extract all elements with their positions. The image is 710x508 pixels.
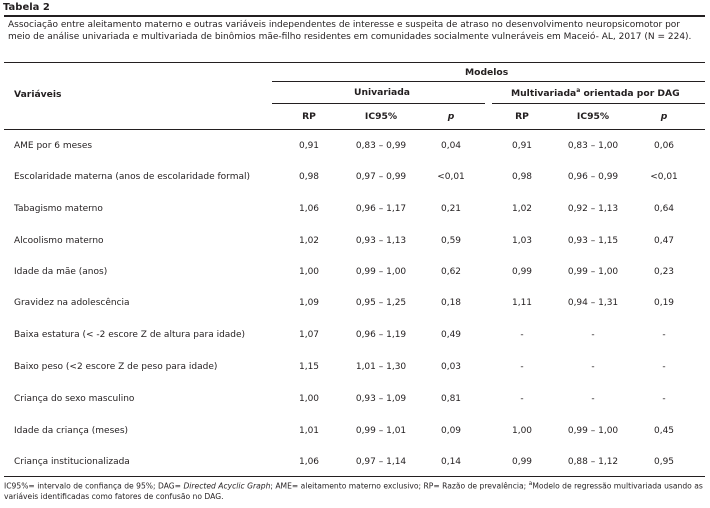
cell-multivariate-rp: - xyxy=(520,394,524,404)
cell-univariate-ic95: 0,95 – 1,25 xyxy=(355,298,407,308)
cell-variable: Escolaridade materna (anos de escolaridade formal) xyxy=(14,172,250,182)
cell-multivariate-ic95: 0,99 – 1,00 xyxy=(567,267,619,277)
cell-variable: AME por 6 meses xyxy=(14,141,93,151)
cell-multivariate-ic95: 0,83 – 1,00 xyxy=(567,141,619,151)
table-row xyxy=(0,426,710,440)
cell-multivariate-p: - xyxy=(662,394,666,404)
cell-variable: Idade da mãe (anos) xyxy=(14,267,108,277)
cell-multivariate-rp: 1,00 xyxy=(511,426,533,436)
table-row xyxy=(0,172,710,186)
cell-univariate-p: 0,81 xyxy=(440,394,462,404)
table-row xyxy=(0,267,710,281)
header-univariate: Univariada xyxy=(354,87,410,98)
header-u-p: p xyxy=(447,111,455,122)
cell-multivariate-p: 0,23 xyxy=(653,267,675,277)
cell-univariate-rp: 1,01 xyxy=(298,426,320,436)
header-multivariate: Multivariada$^a$ orientada por DAG xyxy=(511,87,680,100)
header-variables: Variáveis xyxy=(14,89,62,100)
cell-univariate-rp: 1,09 xyxy=(298,298,320,308)
header-m-rp: RP xyxy=(515,111,529,122)
header-rule xyxy=(4,129,705,130)
table-row xyxy=(0,236,710,250)
cell-multivariate-p: 0,45 xyxy=(653,426,675,436)
cell-multivariate-p: <0,01 xyxy=(650,172,678,182)
cell-univariate-rp: 0,98 xyxy=(298,172,320,182)
cell-multivariate-p: 0,47 xyxy=(653,236,675,246)
cell-univariate-rp: 1,06 xyxy=(298,204,320,214)
header-models: Modelos xyxy=(465,67,509,78)
cell-multivariate-ic95: 0,99 – 1,00 xyxy=(567,426,619,436)
table-row xyxy=(0,394,710,408)
cell-univariate-rp: 1,06 xyxy=(298,457,320,467)
cell-univariate-p: 0,59 xyxy=(440,236,462,246)
table-row xyxy=(0,362,710,376)
cell-multivariate-rp: - xyxy=(520,362,524,372)
table-row xyxy=(0,457,710,471)
top-rule xyxy=(4,15,705,17)
cell-univariate-ic95: 0,99 – 1,01 xyxy=(355,426,407,436)
bottom-rule xyxy=(4,476,705,477)
cell-multivariate-ic95: 0,92 – 1,13 xyxy=(567,204,619,214)
cell-univariate-p: 0,03 xyxy=(440,362,462,372)
cell-univariate-rp: 1,00 xyxy=(298,267,320,277)
cell-univariate-p: 0,14 xyxy=(440,457,462,467)
univariate-rule xyxy=(272,103,485,104)
cell-variable: Idade da criança (meses) xyxy=(14,426,129,436)
cell-multivariate-ic95: 0,96 – 0,99 xyxy=(567,172,619,182)
cell-univariate-p: 0,18 xyxy=(440,298,462,308)
cell-variable: Criança do sexo masculino xyxy=(14,394,135,404)
cell-multivariate-rp: 1,11 xyxy=(511,298,533,308)
cell-univariate-ic95: 0,93 – 1,09 xyxy=(355,394,407,404)
cell-multivariate-rp: 1,03 xyxy=(511,236,533,246)
cell-univariate-ic95: 0,97 – 0,99 xyxy=(355,172,407,182)
cell-multivariate-p: 0,95 xyxy=(653,457,675,467)
cell-univariate-rp: 1,07 xyxy=(298,330,320,340)
header-m-p: p xyxy=(660,111,668,122)
cell-multivariate-rp: 0,98 xyxy=(511,172,533,182)
cell-multivariate-p: - xyxy=(662,362,666,372)
cell-multivariate-ic95: - xyxy=(591,394,595,404)
cell-univariate-p: 0,09 xyxy=(440,426,462,436)
cell-multivariate-p: - xyxy=(662,330,666,340)
cell-univariate-p: 0,04 xyxy=(440,141,462,151)
cell-multivariate-ic95: - xyxy=(591,362,595,372)
cell-multivariate-p: 0,06 xyxy=(653,141,675,151)
cell-univariate-ic95: 0,97 – 1,14 xyxy=(355,457,407,467)
cell-univariate-p: 0,62 xyxy=(440,267,462,277)
cell-variable: Gravidez na adolescência xyxy=(14,298,130,308)
cell-multivariate-ic95: 0,93 – 1,15 xyxy=(567,236,619,246)
cell-multivariate-ic95: - xyxy=(591,330,595,340)
table-caption: Associação entre aleitamento materno e outras variáveis independentes de interesse e suspeita de atraso no desenvolvimento neuropsicomotor por meio de análise univariada e multivariada de binômios mãe-filho residentes em comunidades socialmente vulneráveis em Maceió- AL, 2017 (N = 224). xyxy=(8,20,692,42)
cell-variable: Baixo peso (<2 escore Z de peso para idade) xyxy=(14,362,218,372)
cell-multivariate-rp: 0,99 xyxy=(511,267,533,277)
caption-rule xyxy=(4,62,705,63)
cell-variable: Tabagismo materno xyxy=(14,204,103,214)
table-row xyxy=(0,141,710,155)
cell-univariate-rp: 0,91 xyxy=(298,141,320,151)
cell-univariate-ic95: 0,96 – 1,17 xyxy=(355,204,407,214)
table-row xyxy=(0,330,710,344)
cell-multivariate-p: 0,19 xyxy=(653,298,675,308)
cell-univariate-ic95: 0,83 – 0,99 xyxy=(355,141,407,151)
multivariate-rule xyxy=(492,103,705,104)
cell-multivariate-ic95: 0,88 – 1,12 xyxy=(567,457,619,467)
table-row xyxy=(0,204,710,218)
cell-multivariate-p: 0,64 xyxy=(653,204,675,214)
cell-univariate-ic95: 1,01 – 1,30 xyxy=(355,362,407,372)
header-m-ic95: IC95% xyxy=(576,111,610,122)
cell-multivariate-rp: 0,91 xyxy=(511,141,533,151)
cell-univariate-rp: 1,15 xyxy=(298,362,320,372)
cell-univariate-p: <0,01 xyxy=(437,172,465,182)
cell-univariate-ic95: 0,96 – 1,19 xyxy=(355,330,407,340)
header-u-rp: RP xyxy=(302,111,316,122)
models-rule xyxy=(272,81,705,82)
cell-univariate-rp: 1,02 xyxy=(298,236,320,246)
cell-univariate-rp: 1,00 xyxy=(298,394,320,404)
cell-variable: Criança institucionalizada xyxy=(14,457,130,467)
cell-multivariate-rp: - xyxy=(520,330,524,340)
cell-univariate-p: 0,49 xyxy=(440,330,462,340)
cell-univariate-ic95: 0,93 – 1,13 xyxy=(355,236,407,246)
cell-variable: Alcoolismo materno xyxy=(14,236,104,246)
header-u-ic95: IC95% xyxy=(364,111,398,122)
table-row xyxy=(0,298,710,312)
cell-multivariate-ic95: 0,94 – 1,31 xyxy=(567,298,619,308)
cell-multivariate-rp: 0,99 xyxy=(511,457,533,467)
cell-univariate-ic95: 0,99 – 1,00 xyxy=(355,267,407,277)
table-footnote: IC95%= intervalo de confiança de 95%; DAG= Directed Acyclic Graph; AME= aleitamento materno exclusivo; RP= Razão de prevalência; $^a$Modelo de regressão multivariada usando as variáveis identificadas como fatores de confusão no DAG. xyxy=(4,480,703,502)
cell-univariate-p: 0,21 xyxy=(440,204,462,214)
cell-variable: Baixa estatura (< -2 escore Z de altura para idade) xyxy=(14,330,246,340)
table-label: Tabela 2 xyxy=(3,2,50,13)
cell-multivariate-rp: 1,02 xyxy=(511,204,533,214)
